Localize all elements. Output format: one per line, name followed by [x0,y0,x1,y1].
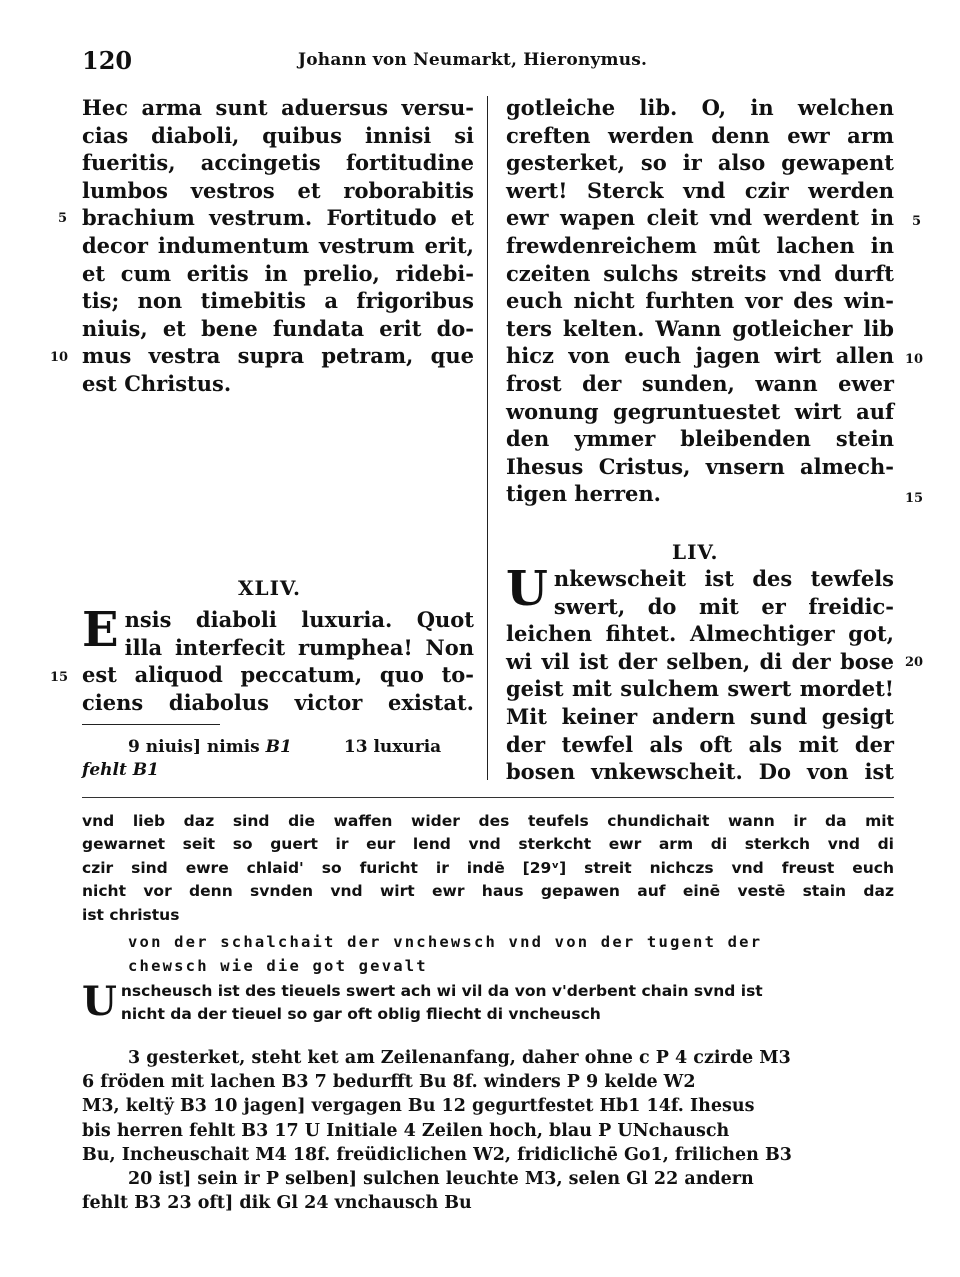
footnote-line [82,759,474,782]
latin-section-text [82,602,474,716]
manuscript-text [82,810,894,927]
text-line: est Christus. [82,370,232,396]
text-line: leichen fihtet. Almechtiger got, [506,621,894,647]
text-line: nkewscheit ist des tewfels [553,566,894,591]
running-head: Johann von Neumarkt, Hieronymus. [298,50,648,70]
column-divider [487,96,488,780]
initial-letter: E [82,602,119,658]
latin-text-column [82,94,474,398]
text-line: creften werden denn ewr arm [506,122,894,148]
text-line: tigen herren. [506,481,661,507]
footnote-line [82,736,474,759]
text-line: niuis, et bene fundata erit do- [82,315,474,341]
text-line: wert! Sterck vnd czir werden [506,177,894,203]
text-line: fueritis, accingetis fortitudine [82,150,474,176]
text-line: Ihesus Cristus, vnsern almech- [506,453,894,479]
text-line: ciens diabolus victor existat. [82,689,474,715]
text-line: tis; non timebitis a frigoribus [82,288,474,314]
text-line: ewr wapen cleit vnd werdent in [506,205,894,231]
text-line: ters kelten. Wann gotleicher lib [506,315,894,341]
initial-letter: U [82,978,117,1025]
text-line: gewarnet seit so guert ir eur lend vnd sterkcht ewr arm di sterkch vnd di [82,835,894,854]
text-line: geist mit sulchem swert mordet! [506,676,894,702]
text-line: nscheusch ist des tieuels swert ach wi vil da von v'derbent chain svnd ist [120,982,763,1000]
text-line: mus vestra supra petram, que [82,343,474,369]
apparatus-line: bis herren fehlt B3 17 U Initiale 4 Zeilen hoch, blau P UNchausch [82,1120,730,1141]
text-line: vnd lieb daz sind die waffen wider des teufels chundichait wann ir da mit [82,812,894,830]
section-rule [82,797,894,798]
text-line: swert, do mit er freidic- [553,593,894,619]
text-line: bosen vnkewscheit. Do von ist [506,759,894,785]
text-line: et cum eritis in prelio, ridebi- [82,260,474,286]
apparatus-line: 6 fröden mit lachen B3 7 bedurfft Bu 8f. winders P 9 kelde W2 [82,1072,696,1093]
apparatus-line: M3, keltÿ B3 10 jagen] vergagen Bu 12 gegurtfestet Hb1 14f. Ihesus [82,1096,755,1117]
text-line: gotleiche lib. O, in welchen [506,95,894,120]
apparatus-line: Bu, Incheuschait M4 18f. freüdiclichen W2, fridiclichē Go1, frilichen B3 [82,1144,792,1165]
text-line: cias diaboli, quibus innisi si [82,122,474,148]
text-line: nicht da der tieuel so gar oft oblig fliecht di vncheusch [120,1005,601,1023]
initial-letter: U [506,561,548,617]
text-line: czeiten sulchs streits vnd durft [506,260,894,286]
text-line: est aliquod peccatum, quo to- [82,662,474,688]
text-line: wi vil ist der selben, di der bose [506,648,894,674]
text-line: wonung gegruntuestet wirt auf [506,398,894,424]
line-number: 15 [50,670,69,685]
page-number: 120 [82,46,133,75]
section-number-german: LIV. [672,540,719,564]
text-line: hicz von euch jagen wirt allen [506,343,894,369]
siglum: B1 [126,760,159,780]
line-number: 15 [905,491,924,506]
text-line: chewsch wie die got gevalt [128,957,428,975]
text-line: czir sind ewre chlaid' so furicht ir indē [29ᵛ] streit nichczs vnd freust euch [82,858,894,877]
text-line: frost der sunden, wann ewer [506,370,894,396]
latin-footnote [82,736,474,782]
footnote-text: 9 niuis] nimis [128,737,266,757]
apparatus-line: 20 ist] sein ir P selben] sulchen leuchte M3, selen Gl 22 andern [128,1169,754,1190]
line-number: 20 [905,655,924,670]
text-line: brachium vestrum. Fortitudo et [82,205,474,231]
text-line: euch nicht furhten vor des win- [506,288,894,314]
text-line: decor indumentum vestrum erit, [82,232,474,258]
text-line: nsis diaboli luxuria. Quot [124,607,474,632]
line-number: 10 [905,352,924,367]
text-line: lumbos vestros et roborabitis [82,177,474,203]
text-line: Mit keiner andern sund gesigt [506,703,894,729]
german-section-text [506,561,894,786]
text-line: den ymmer bleibenden stein [506,426,894,452]
footnote-text: fehlt [82,760,127,780]
siglum: B1 [265,737,292,757]
text-line: von der schalchait der vnchewsch vnd von der tugent der [128,933,763,951]
line-number: 5 [912,214,922,229]
text-line: frewdenreichem mût lachen in [506,232,894,258]
footnote-text: 13 luxuria [343,737,442,757]
text-line: gesterket, so ir also gewapent [506,150,894,176]
text-line: nicht vor denn svnden vnd wirt ewr haus gepawen auf einē vestē stain daz [82,882,894,901]
line-number: 5 [58,211,68,226]
apparatus-line: fehlt B3 23 oft] dik Gl 24 vnchausch Bu [82,1193,472,1214]
apparatus-line: 3 gesterket, steht ket am Zeilenanfang, daher ohne c P 4 czirde M3 [128,1048,791,1068]
manuscript-heading [128,930,888,978]
text-line: Hec arma sunt aduersus versu- [82,95,474,120]
line-number: 10 [50,350,69,365]
text-line: illa interfecit rumphea! Non [124,634,474,660]
text-line: der tewfel als oft als mit der [506,731,894,757]
manuscript-paragraph [82,980,894,1026]
critical-apparatus [82,1046,894,1215]
footnote-rule [82,724,220,725]
german-text-column [506,94,894,508]
section-number-latin: XLIV. [238,576,301,600]
text-line: ist christus [82,905,180,924]
